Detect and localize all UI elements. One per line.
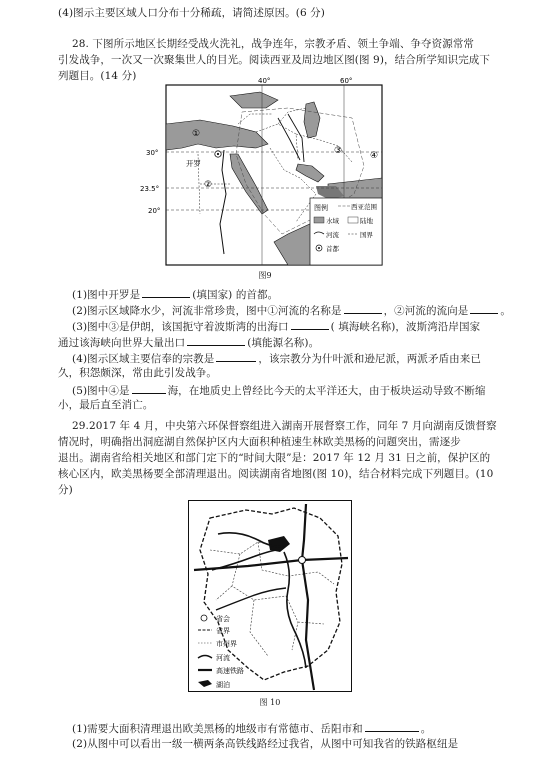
figure-9 (138, 74, 390, 286)
answer-blank-28-4[interactable] (216, 350, 256, 362)
legend-river: 河流 (216, 654, 230, 662)
figure-10-caption: 图 10 (259, 698, 281, 707)
lon-label-40: 40° (258, 77, 271, 85)
figure-10-map (188, 500, 352, 692)
question-28-intro-line-3: 列题目。(14 分) (58, 70, 137, 82)
question-28-3: (3)图中③是伊朗，该国扼守着波斯湾的出海口 ( 填海峡名称)，波斯湾沿岸国家 (72, 318, 498, 335)
legend-city-border: 市州界 (216, 640, 237, 648)
legend-railway: 高速铁路 (216, 667, 244, 675)
question-28-5-cont: 小，最后直至消亡。 (58, 399, 154, 411)
legend-title: 图例 (314, 204, 328, 212)
question-28-intro-line-2: 引发战争，一次又一次聚集世人的目光。阅读西亚及周边地区图(图 9)，结合所学知识完成下 (58, 54, 491, 66)
answer-blank-28-3a[interactable] (291, 318, 329, 330)
question-28-intro-line-1: 28. 下图所示地区长期经受战火洗礼，战争连年，宗教矛盾、领土争端、争夺资源常常 (72, 38, 475, 50)
lat-label-30: 30° (146, 149, 159, 157)
question-28-5: (5)图中④是 海，在地质史上曾经比今天的太平洋还大，由于板块运动导致不断缩 (72, 382, 498, 399)
map-label-cairo: 开罗 (186, 159, 201, 168)
answer-blank-28-2a[interactable] (344, 302, 382, 314)
question-29-intro-line-2: 情况时，明确指出洞庭湖自然保护区内大面积种植速生林欧美黑杨的问题突出，需逐步 (58, 436, 461, 448)
question-28-2: (2)图示区域降水少，河流非常珍贵，图中①河流的名称是 ，②河流的流向是 。 (72, 302, 498, 319)
question-27-4: (4)图示主要区域人口分布十分稀疏，请简述原因。(6 分) (58, 7, 325, 19)
lat-label-20: 20° (148, 207, 161, 215)
question-28-3-cont: 通过该海峡向世界大量出口 (填能源名称)。 (58, 334, 498, 351)
legend-lake: 湖泊 (216, 681, 230, 689)
question-29-intro-line-3: 退出。湖南省给相关地区和部门定下的“时间大限”是：2017 年 12 月 31 日之前，保护区的 (58, 452, 491, 464)
map-mark-4: ④ (370, 151, 379, 161)
answer-blank-28-5[interactable] (132, 382, 166, 394)
legend-province-border: 省界 (216, 627, 230, 635)
answer-blank-28-3b[interactable] (187, 334, 245, 346)
figure-9-caption: 图9 (258, 271, 272, 280)
legend-water: 水域 (326, 217, 339, 225)
question-29-intro-line-5: 分) (58, 484, 73, 496)
legend-capital: 首都 (326, 245, 339, 253)
figure-9-map (138, 74, 390, 286)
legend-land: 陆地 (360, 217, 373, 225)
lon-label-60: 60° (340, 77, 353, 85)
question-29-2: (2)从图中可以看出一级一横两条高铁线路经过我省，从图中可知我省的铁路枢纽是 (72, 738, 459, 750)
legend-river: 河流 (326, 231, 339, 239)
lat-label-23-5: 23.5° (140, 185, 160, 193)
legend-border: 国界 (360, 231, 373, 239)
figure-10 (188, 500, 352, 692)
answer-blank-28-1[interactable] (142, 286, 190, 298)
legend-capital: 省会 (216, 615, 230, 623)
question-29-1: (1)需要大面积清理退出欧美黑杨的地级市有常德市、岳阳市和 。 (72, 720, 498, 737)
answer-blank-29-1[interactable] (365, 720, 419, 732)
question-28-4-cont: 久，积怨颇深，常由此引发战争。 (58, 367, 217, 379)
map-mark-3: ③ (334, 146, 343, 156)
map-mark-1: ① (192, 129, 201, 139)
legend-western-asia: 西亚范围 (351, 203, 377, 211)
question-28-4: (4)图示区域主要信奉的宗教是 ，该宗教分为什叶派和逊尼派，两派矛盾由来已 (72, 350, 498, 367)
question-29-intro-line-4: 核心区内，欧美黑杨要全部清理退出。阅读湖南省地图(图 10)，结合材料完成下列题目。(10 (58, 468, 494, 480)
question-28-1: (1)图中开罗是 (填国家) 的首都。 (72, 286, 498, 303)
map-mark-2: ② (204, 180, 213, 190)
question-29-intro-line-1: 29.2017 年 4 月，中央第六环保督察组进入湖南开展督察工作，同年 7 月向湖南反馈督察 (72, 420, 497, 432)
answer-blank-28-2b[interactable] (470, 302, 498, 314)
